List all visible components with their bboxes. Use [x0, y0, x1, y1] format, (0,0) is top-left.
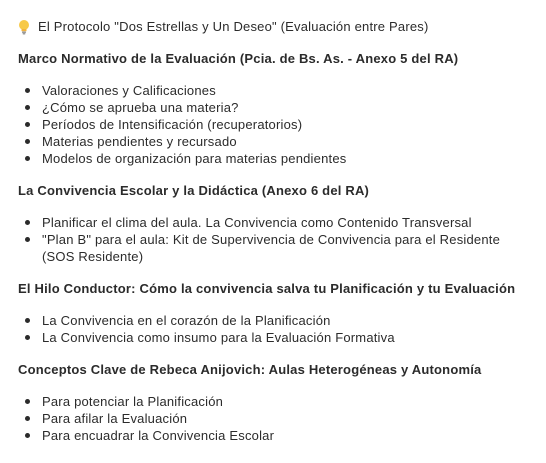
list-item-text: Modelos de organización para materias pendientes — [42, 151, 347, 166]
list-item-text: La Convivencia como insumo para la Evaluación Formativa — [42, 330, 395, 345]
bullet-list — [18, 82, 528, 167]
bullet-icon — [25, 156, 30, 161]
list-item[interactable] — [18, 410, 528, 427]
list-item-text: "Plan B" para el aula: Kit de Supervivencia de Convivencia para el Residente (SOS Residente) — [42, 232, 501, 264]
list-item[interactable] — [18, 116, 528, 133]
list-item[interactable] — [18, 214, 528, 231]
bullet-icon — [25, 433, 30, 438]
section-heading: Conceptos Clave de Rebeca Anijovich: Aulas Heterogéneas y Autonomía — [18, 362, 482, 377]
bullet-icon — [25, 88, 30, 93]
bullet-list — [18, 312, 528, 346]
bullet-list — [18, 214, 528, 265]
list-item-text: Para potenciar la Planificación — [42, 394, 224, 409]
bullet-list — [18, 393, 528, 444]
section-marco-normativo — [18, 50, 528, 167]
protocol-line — [18, 16, 528, 38]
list-item-text: Materias pendientes y recursado — [42, 134, 237, 149]
section-conceptos-clave — [18, 361, 528, 444]
protocol-title[interactable]: El Protocolo "Dos Estrellas y Un Deseo" (Evaluación entre Pares) — [38, 19, 429, 34]
list-item-text: Para encuadrar la Convivencia Escolar — [42, 428, 275, 443]
list-item-text: La Convivencia en el corazón de la Planificación — [42, 313, 331, 328]
list-item-text: Planificar el clima del aula. La Convivencia como Contenido Transversal — [42, 215, 472, 230]
section-heading: La Convivencia Escolar y la Didáctica (Anexo 6 del RA) — [18, 183, 370, 198]
section-convivencia-escolar — [18, 182, 528, 265]
list-item[interactable] — [18, 99, 528, 116]
list-item[interactable] — [18, 150, 528, 167]
bullet-icon — [25, 105, 30, 110]
list-item[interactable] — [18, 312, 528, 329]
bullet-icon — [25, 237, 30, 242]
list-item-text: Valoraciones y Calificaciones — [42, 83, 216, 98]
bullet-icon — [25, 399, 30, 404]
lightbulb-icon — [18, 19, 30, 35]
list-item[interactable] — [18, 133, 528, 150]
bullet-icon — [25, 220, 30, 225]
section-heading: Marco Normativo de la Evaluación (Pcia. de Bs. As. - Anexo 5 del RA) — [18, 51, 459, 66]
list-item[interactable] — [18, 231, 528, 265]
list-item-text: ¿Cómo se aprueba una materia? — [42, 100, 239, 115]
list-item[interactable] — [18, 329, 528, 346]
bullet-icon — [25, 122, 30, 127]
list-item-text: Períodos de Intensificación (recuperatorios) — [42, 117, 303, 132]
list-item[interactable] — [18, 82, 528, 99]
list-item-text: Para afilar la Evaluación — [42, 411, 188, 426]
list-item[interactable] — [18, 427, 528, 444]
section-heading: El Hilo Conductor: Cómo la convivencia salva tu Planificación y tu Evaluación — [18, 281, 516, 296]
bullet-icon — [25, 139, 30, 144]
list-item[interactable] — [18, 393, 528, 410]
bullet-icon — [25, 318, 30, 323]
bullet-icon — [25, 335, 30, 340]
section-hilo-conductor — [18, 280, 528, 346]
bullet-icon — [25, 416, 30, 421]
